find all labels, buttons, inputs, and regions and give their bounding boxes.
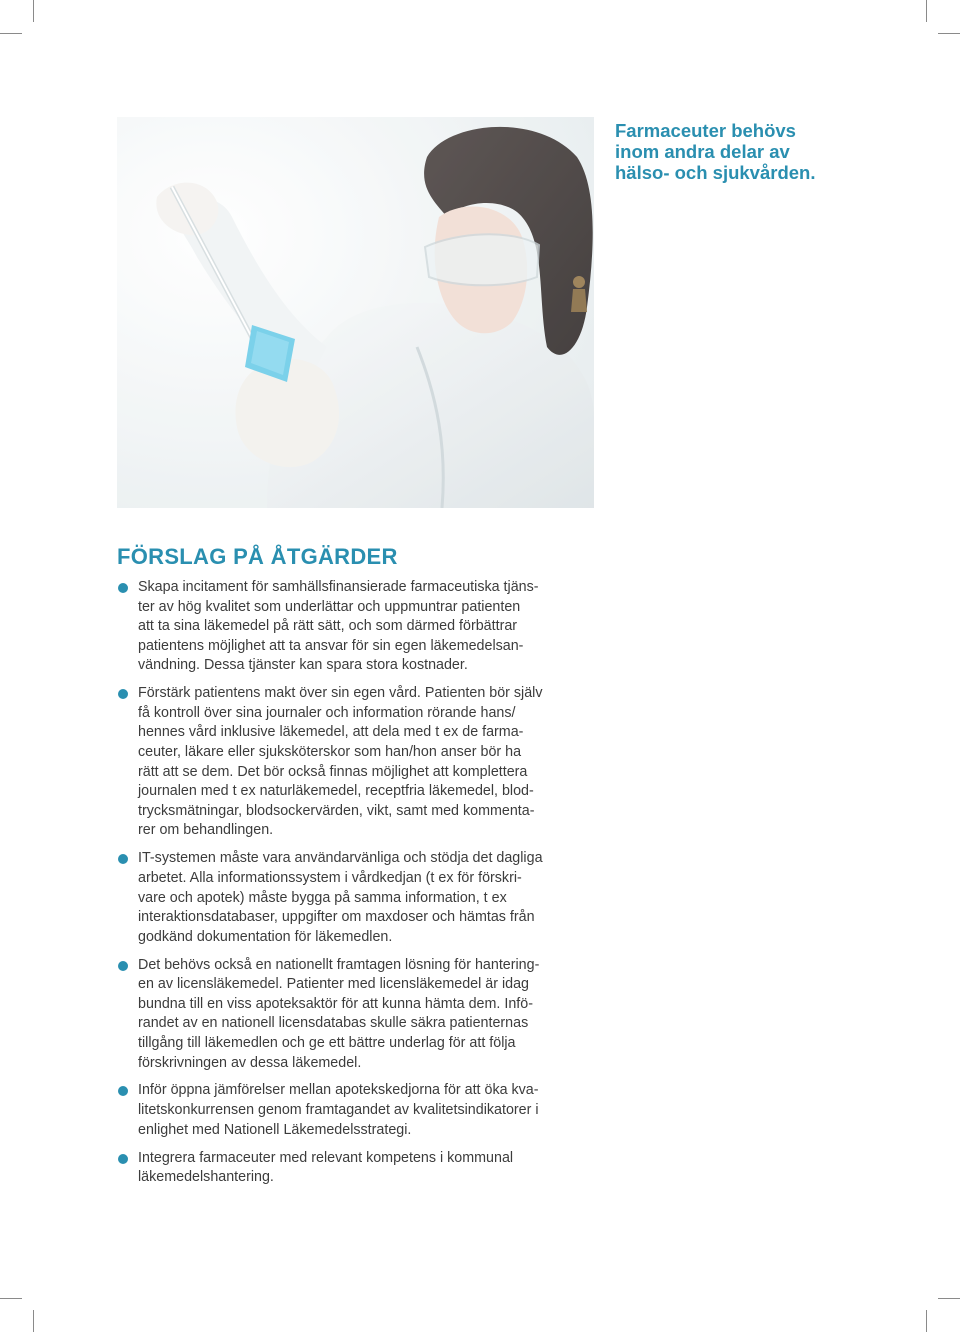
bullet-dot-icon: [118, 583, 128, 593]
list-item-line: IT-systemen måste vara användarvänliga och stödja det dagliga: [138, 850, 543, 867]
list-item-line: läkemedelshantering.: [138, 1169, 274, 1186]
crop-mark-top-right-h: [938, 33, 960, 34]
list-item-line: arbetet. Alla informationssystem i vårdkedjan (t ex för förskri-: [138, 869, 522, 886]
list-item-line: tillgång till läkemedlen och ge ett bättre underlag för att följa: [138, 1034, 516, 1051]
crop-mark-top-right-v: [926, 0, 927, 22]
list-item-line: randet av en nationell licensdatabas skulle säkra patienternas: [138, 1015, 529, 1032]
list-item: [117, 684, 597, 841]
list-item-line: Förstärk patientens makt över sin egen vård. Patienten bör själv: [138, 685, 543, 702]
bullet-dot-icon: [118, 1086, 128, 1096]
list-item-line: Skapa incitament för samhällsfinansierade farmaceutiska tjäns-: [138, 579, 539, 595]
crop-mark-top-left-v: [33, 0, 34, 22]
bullet-dot-icon: [118, 961, 128, 971]
bullet-dot-icon: [118, 1154, 128, 1164]
lab-photo: [117, 117, 594, 508]
list-item-line: hennes vård inklusive läkemedel, att dela med t ex de farma-: [138, 724, 524, 741]
list-item-line: få kontroll över sina journaler och information rörande hans/: [138, 704, 516, 721]
list-item-line: enlighet med Nationell Läkemedelsstrategi.: [138, 1121, 412, 1138]
list-item-line: Det behövs också en nationellt framtagen lösning för hantering-: [138, 956, 540, 973]
crop-mark-bottom-right-v: [926, 1310, 927, 1332]
list-item: [117, 956, 597, 1074]
crop-mark-bottom-left-h: [0, 1298, 22, 1299]
sidebar-callout: [615, 120, 855, 183]
crop-mark-bottom-left-v: [33, 1310, 34, 1332]
list-item-line: rätt att se dem. Det bör också finnas möjlighet att komplettera: [138, 763, 528, 780]
sidebar-callout-line: inom andra delar av: [615, 141, 790, 162]
lab-photo-illustration: [117, 117, 594, 508]
list-item-line: trycksmätningar, blodsockervärden, vikt, samt med kommenta-: [138, 802, 535, 819]
list-item-line: förskrivningen av dessa läkemedel.: [138, 1054, 362, 1071]
list-item-line: godkänd dokumentation för läkemedlen.: [138, 928, 393, 945]
list-item: [117, 849, 597, 947]
sidebar-callout-line: Farmaceuter behövs: [615, 120, 796, 141]
bullet-dot-icon: [118, 854, 128, 864]
list-item: [117, 578, 597, 676]
sidebar-callout-line: hälso- och sjukvården.: [615, 162, 816, 183]
list-item-line: journalen med t ex naturläkemedel, receptfria läkemedel, blod-: [138, 783, 534, 800]
list-item-line: vare och apotek) måste bygga på samma information, t ex: [138, 889, 507, 906]
list-item-line: ceuter, läkare eller sjuksköterskor som han/hon anser bör ha: [138, 744, 522, 761]
proposal-list: [117, 578, 597, 1196]
list-item: [117, 1149, 597, 1188]
crop-mark-top-left-h: [0, 33, 22, 34]
list-item-line: patientens möjlighet att ta ansvar för sin egen läkemedelsan-: [138, 637, 524, 654]
list-item-line: en av licensläkemedel. Patienter med licensläkemedel är idag: [138, 976, 529, 993]
list-item-line: ter av hög kvalitet som underlättar och uppmuntrar patienten: [138, 598, 521, 615]
list-item-line: Inför öppna jämförelser mellan apotekskedjorna för att öka kva-: [138, 1082, 539, 1099]
crop-mark-bottom-right-h: [938, 1298, 960, 1299]
list-item-line: interaktionsdatabaser, uppgifter om maxdoser och hämtas från: [138, 909, 535, 926]
section-heading: FÖRSLAG PÅ ÅTGÄRDER: [117, 544, 398, 569]
list-item: [117, 1081, 597, 1140]
list-item-line: att ta sina läkemedel på rätt sätt, och som därmed förbättrar: [138, 618, 518, 635]
list-item-line: Integrera farmaceuter med relevant kompetens i kommunal: [138, 1149, 514, 1166]
list-item-line: rer om behandlingen.: [138, 822, 274, 839]
list-item-line: vändning. Dessa tjänster kan spara stora kostnader.: [138, 657, 468, 674]
list-item-line: bundna till en viss apoteksaktör för att kunna hämta dem. Infö-: [138, 995, 533, 1012]
list-item-line: litetskonkurrensen genom framtagandet av kvalitetsindikatorer i: [138, 1102, 539, 1119]
bullet-dot-icon: [118, 689, 128, 699]
